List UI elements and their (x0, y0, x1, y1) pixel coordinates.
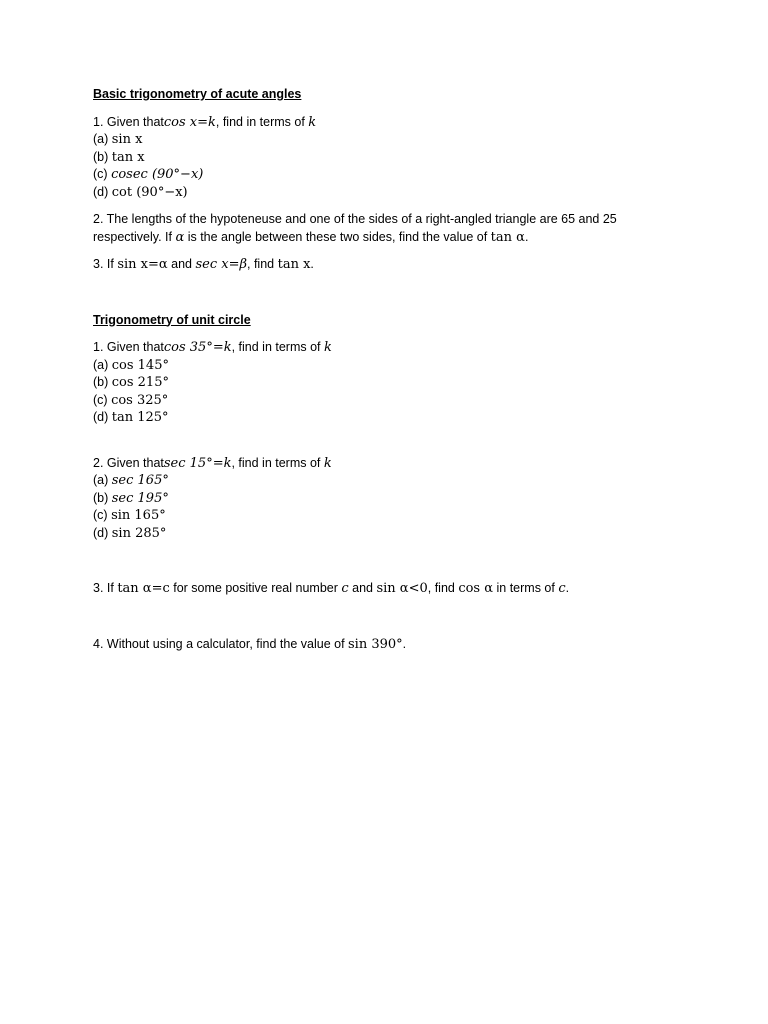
question-2-line-2 (93, 229, 693, 247)
question-part-a (93, 357, 693, 375)
math-expression: cos x=k (163, 114, 216, 130)
question-2-unit-stem (93, 455, 693, 473)
question-1-unit-stem (93, 339, 693, 357)
document-page (93, 86, 693, 663)
question-part-d (93, 184, 693, 202)
math-expression: tan x (111, 149, 145, 165)
question-text: respectively. If (93, 229, 176, 244)
question-part-d (93, 409, 693, 427)
part-label: (a) (93, 357, 112, 372)
question-part-c (93, 166, 693, 184)
question-text: , find in terms of (231, 455, 324, 470)
part-label: (b) (93, 149, 112, 164)
math-expression: sec 15°=k (163, 455, 232, 471)
question-part-b (93, 374, 693, 392)
question-text: , find in terms of (215, 114, 309, 129)
math-variable: c (341, 581, 349, 596)
spacer (93, 284, 693, 312)
part-label: (c) (93, 167, 112, 181)
question-text: . (524, 229, 529, 244)
question-text: , find (247, 257, 278, 271)
question-3-unit-stem (93, 580, 693, 598)
math-expression: tan x (277, 257, 311, 272)
math-expression: sec 165° (111, 473, 169, 488)
question-part-b (93, 149, 693, 167)
question-part-b (93, 490, 693, 508)
question-4-unit-stem (93, 636, 693, 654)
spacer (93, 552, 693, 580)
part-label: (d) (93, 525, 112, 540)
math-expression: cos 215° (111, 375, 169, 390)
math-expression: cos 325° (111, 392, 169, 408)
math-expression: sin α<0 (376, 581, 428, 596)
question-2-acute (93, 211, 693, 246)
math-expression: cos α (458, 581, 494, 596)
question-part-d (93, 525, 693, 543)
question-1-acute (93, 114, 693, 202)
math-expression: tan 125° (111, 410, 169, 425)
question-text: 1. Given that (93, 340, 164, 354)
math-expression: cos 145° (111, 357, 169, 373)
math-variable: k (323, 455, 332, 471)
question-part-c (93, 392, 693, 410)
math-variable: α (175, 229, 185, 245)
question-text: 3. If (93, 581, 118, 595)
part-label: (a) (93, 132, 112, 146)
question-text: , find in terms of (231, 340, 325, 354)
question-1-acute-stem (93, 114, 693, 132)
question-text: in terms of (493, 581, 559, 595)
question-3-unit-circle (93, 580, 693, 598)
question-text: 1. Given that (93, 114, 164, 129)
math-expression: tan α (490, 229, 525, 245)
question-text: for some positive real number (169, 581, 342, 595)
math-expression: cot (90°−x) (111, 184, 188, 200)
part-label: (c) (93, 392, 112, 407)
part-label: (d) (93, 184, 112, 199)
math-variable: k (324, 340, 332, 355)
math-expression: cosec (90°−x) (111, 167, 204, 182)
question-text: is the angle between these two sides, find the value of (184, 229, 491, 244)
part-label: (a) (93, 473, 112, 487)
question-part-a (93, 472, 693, 490)
question-text: and (167, 257, 196, 271)
math-expression: sin x=α (117, 257, 168, 272)
math-expression: sin 390° (348, 636, 403, 652)
question-3-acute (93, 256, 693, 274)
question-part-c (93, 507, 693, 525)
question-text: 2. Given that (93, 455, 164, 470)
spacer (93, 608, 693, 636)
math-expression: sec 195° (111, 490, 169, 506)
section-heading-basic-trig: Basic trigonometry of acute angles (93, 87, 302, 101)
question-text: . (402, 636, 407, 651)
math-expression: tan α=c (117, 581, 170, 596)
math-expression: sec x=β (195, 257, 248, 272)
question-4-unit-circle (93, 636, 693, 654)
question-2-unit-circle (93, 455, 693, 543)
math-expression: cos 35°=k (163, 340, 232, 355)
question-2-line-1: 2. The lengths of the hypoteneuse and one of the sides of a right-angled triangle are 65 and 25 (93, 212, 617, 226)
question-text: and (348, 581, 377, 595)
question-text: . (565, 581, 570, 595)
question-text: , find (427, 581, 459, 595)
part-label: (d) (93, 410, 112, 424)
math-expression: sin 165° (111, 508, 166, 523)
question-part-a (93, 131, 693, 149)
spacer (93, 437, 693, 455)
question-text: 4. Without using a calculator, find the value of (93, 636, 349, 651)
question-text: 3. If (93, 257, 118, 271)
math-expression: sin x (111, 132, 143, 147)
question-text: . (310, 257, 314, 271)
math-variable: c (558, 581, 566, 596)
math-expression: sin 285° (111, 525, 167, 541)
question-3-acute-stem (93, 256, 693, 274)
section-heading-unit-circle: Trigonometry of unit circle (93, 312, 251, 327)
part-label: (b) (93, 490, 112, 505)
part-label: (c) (93, 508, 112, 522)
part-label: (b) (93, 375, 112, 389)
math-variable: k (308, 114, 317, 130)
question-1-unit-circle (93, 339, 693, 427)
